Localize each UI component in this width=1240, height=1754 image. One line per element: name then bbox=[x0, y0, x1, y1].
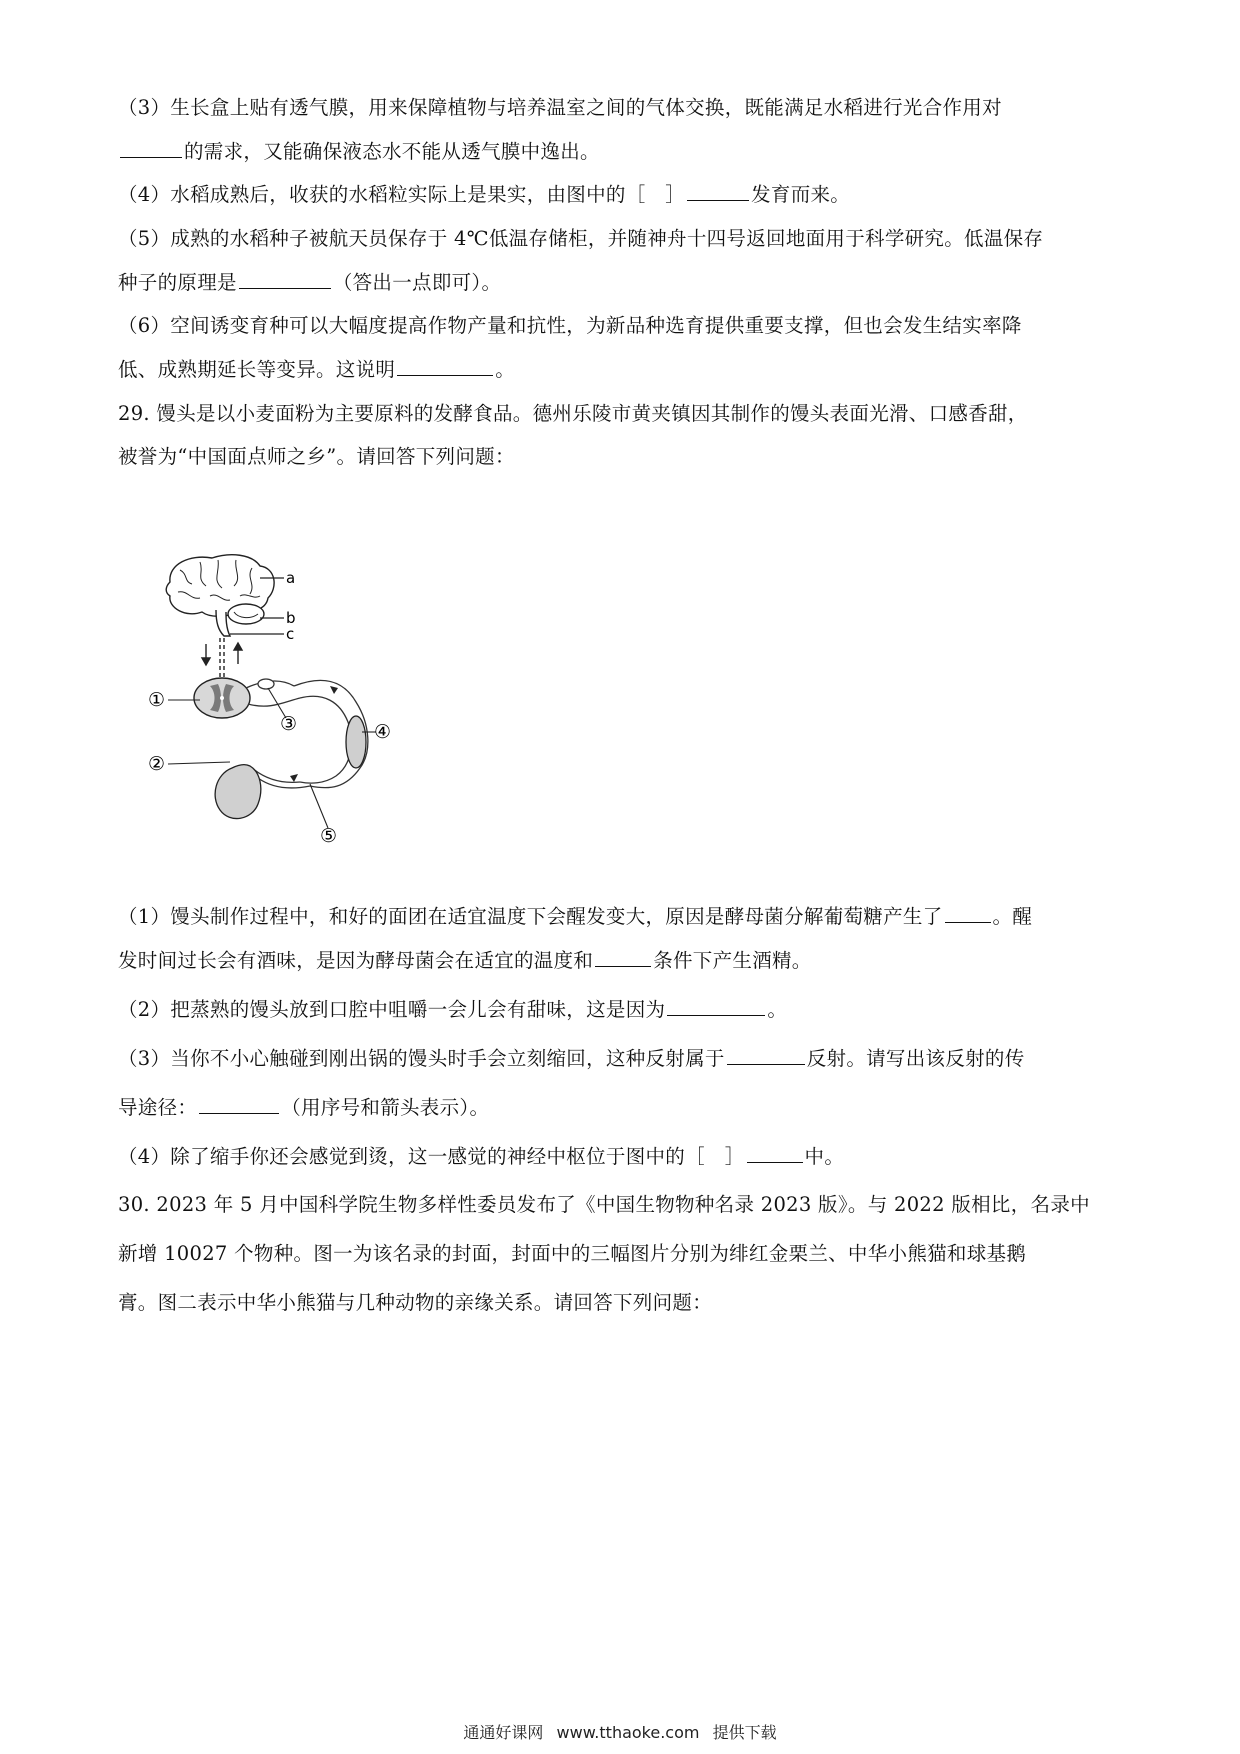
answer-blank bbox=[667, 997, 765, 1016]
q29-1-text2-end: 条件下产生酒精。 bbox=[653, 949, 812, 972]
spinal-tract bbox=[220, 638, 224, 680]
q28-5-text-end: （答出一点即可）。 bbox=[332, 271, 502, 294]
q28-5-text: 种子的原理是 bbox=[118, 271, 237, 294]
q29-4-text: （4）除了缩手你还会感觉到烫，这一感觉的神经中枢位于图中的［ ］ bbox=[118, 1145, 745, 1168]
brain-drawing bbox=[166, 555, 274, 636]
footer-suffix: 提供下载 bbox=[712, 1723, 777, 1742]
q28-6-line2 bbox=[118, 357, 1122, 383]
spinal-cord-section bbox=[194, 678, 250, 718]
q28-4-line bbox=[118, 182, 1122, 208]
q28-5-line1: （5）成熟的水稻种子被航天员保存于 4℃低温存储柜，并随神舟十四号返回地面用于科学研究。低温保存 bbox=[118, 227, 1044, 250]
q29-stem-line2: 被誉为“中国面点师之乡”。请回答下列问题： bbox=[118, 445, 515, 468]
q28-3-line1: （3）生长盒上贴有透气膜，用来保障植物与培养温室之间的气体交换，既能满足水稻进行光合作用对 bbox=[118, 96, 1002, 119]
q29-stem-line1: 29. 馒头是以小麦面粉为主要原料的发酵食品。德州乐陵市黄夹镇因其制作的馒头表面光滑、口感香甜， bbox=[118, 402, 1028, 425]
q29-1-line1 bbox=[118, 904, 1122, 930]
q29-1-line2 bbox=[118, 948, 1122, 974]
q29-3-line2 bbox=[118, 1095, 1122, 1121]
q28-6-text: 低、成熟期延长等变异。这说明 bbox=[118, 358, 396, 381]
label-1: ① bbox=[148, 689, 166, 711]
label-5: ⑤ bbox=[320, 825, 338, 847]
q29-2-line bbox=[118, 997, 1122, 1023]
q28-4-text: （4）水稻成熟后，收获的水稻粒实际上是果实，由图中的［ ］ bbox=[118, 183, 686, 206]
q29-2-text: （2）把蒸熟的馒头放到口腔中咀嚼一会儿会有甜味，这是因为 bbox=[118, 998, 666, 1021]
q29-1-text: （1）馒头制作过程中，和好的面团在适宜温度下会醒发变大，原因是酵母菌分解葡萄糖产生了 bbox=[118, 905, 943, 928]
footer-site-name: 通通好课网 bbox=[463, 1723, 544, 1742]
q28-6-text-end: 。 bbox=[495, 358, 516, 381]
label-3: ③ bbox=[280, 713, 298, 735]
q29-3-text2: 导途径： bbox=[118, 1096, 198, 1119]
answer-blank bbox=[199, 1095, 279, 1114]
q30-stem-line2: 新增 10027 个物种。图一为该名录的封面，封面中的三幅图片分别为绯红金栗兰、中华小熊猫和球基鹅 bbox=[118, 1242, 1027, 1265]
q28-5-line2 bbox=[118, 270, 1122, 296]
answer-blank bbox=[239, 270, 331, 289]
answer-blank bbox=[687, 182, 749, 201]
q28-3-line2 bbox=[118, 139, 1122, 165]
answer-blank bbox=[747, 1144, 803, 1163]
tract-arrows bbox=[202, 643, 242, 665]
q29-3-text-end: 反射。请写出该反射的传 bbox=[806, 1047, 1025, 1070]
q29-2-text-end: 。 bbox=[767, 998, 788, 1021]
label-a: a bbox=[286, 569, 296, 587]
q29-4-line bbox=[118, 1144, 1122, 1170]
q28-6-line1: （6）空间诱变育种可以大幅度提高作物产量和抗性，为新品种选育提供重要支撑，但也会发生结实率降 bbox=[118, 314, 1022, 337]
label-c: c bbox=[286, 625, 295, 643]
q28-4-text-end: 发育而来。 bbox=[751, 183, 851, 206]
q30-stem-line3: 膏。图二表示中华小熊猫与几种动物的亲缘关系。请回答下列问题： bbox=[118, 1291, 713, 1314]
q29-1-text-end: 。醒 bbox=[992, 905, 1033, 928]
answer-blank bbox=[727, 1046, 805, 1065]
q28-3-text: 的需求，又能确保液态水不能从透气膜中逸出。 bbox=[184, 140, 600, 163]
answer-blank bbox=[120, 139, 182, 158]
effector-muscle bbox=[346, 716, 366, 768]
q29-3-text: （3）当你不小心触碰到刚出锅的馒头时手会立刻缩回，这种反射属于 bbox=[118, 1047, 725, 1070]
page-footer bbox=[0, 1720, 1240, 1743]
receptor-drawing bbox=[215, 765, 261, 819]
footer-url[interactable]: www.tthaoke.com bbox=[556, 1723, 700, 1742]
q29-3-text2-end: （用序号和箭头表示）。 bbox=[281, 1096, 490, 1119]
label-b: b bbox=[286, 609, 296, 627]
answer-blank bbox=[397, 357, 493, 376]
q30-stem-line1: 30. 2023 年 5 月中国科学院生物多样性委员发布了《中国生物物种名录 2023 版》。与 2022 版相比，名录中 bbox=[118, 1193, 1090, 1216]
reflex-arc-figure bbox=[148, 552, 420, 862]
label-4: ④ bbox=[374, 721, 392, 743]
label-2: ② bbox=[148, 753, 166, 775]
answer-blank bbox=[595, 948, 651, 967]
q29-3-line1 bbox=[118, 1046, 1122, 1072]
q29-4-text-end: 中。 bbox=[804, 1145, 845, 1168]
answer-blank bbox=[945, 904, 991, 923]
q29-1-text2: 发时间过长会有酒味，是因为酵母菌会在适宜的温度和 bbox=[118, 949, 594, 972]
